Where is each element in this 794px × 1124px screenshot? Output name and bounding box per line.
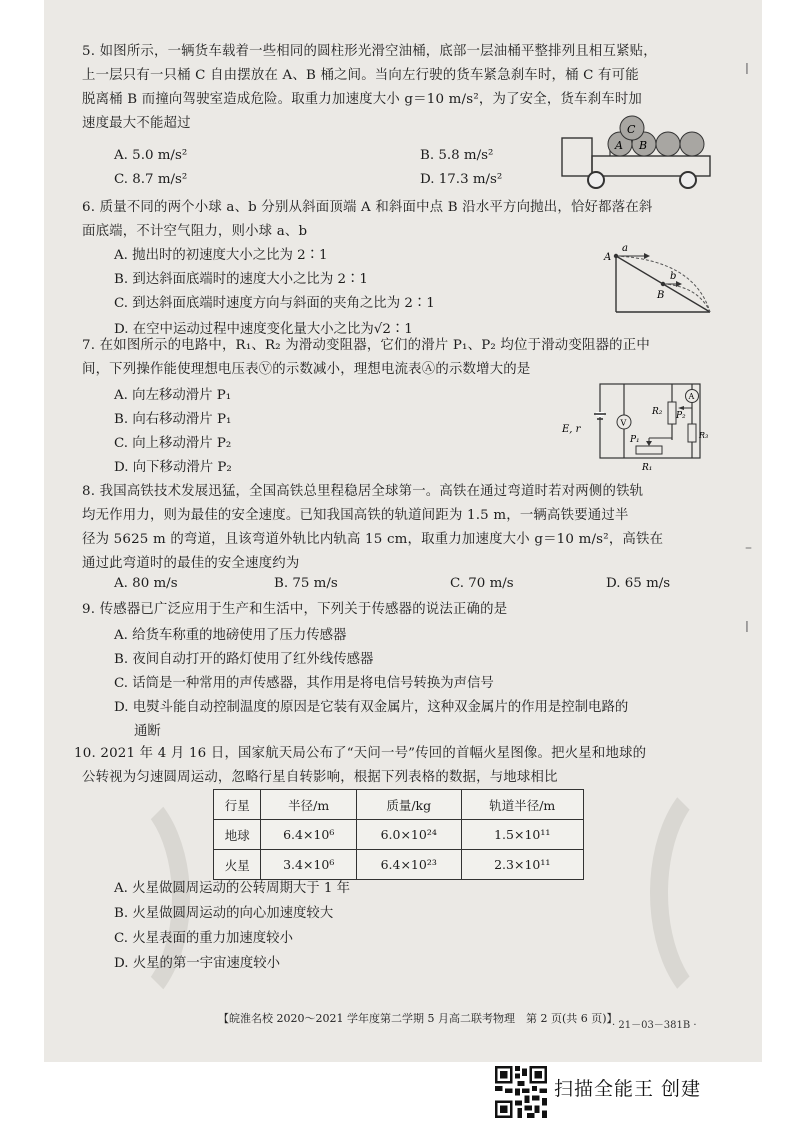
- q5-option-d: D. 17.3 m/s²: [420, 172, 503, 187]
- circuit-figure: [560, 378, 720, 476]
- q8-line-1: 8. 我国高铁技术发展迅猛，全国高铁总里程稳居全球第一。高铁在通过弯道时若对两侧的铁轨: [82, 484, 644, 499]
- q8-option-a: A. 80 m/s: [114, 576, 178, 591]
- question-7: [82, 334, 722, 382]
- q7-option-a: A. 向左移动滑片 P₁: [114, 388, 232, 403]
- q7-option-d: D. 向下移动滑片 P₂: [114, 460, 232, 475]
- q8-option-d: D. 65 m/s: [606, 576, 671, 591]
- q6-option-b: B. 到达斜面底端时的速度大小之比为 2∶1: [114, 272, 368, 287]
- q8-option-b: B. 75 m/s: [274, 576, 338, 591]
- q5-option-c: C. 8.7 m/s²: [114, 172, 188, 187]
- q8-line-4: 通过此弯道时的最佳的安全速度约为: [82, 556, 300, 571]
- question-6: [82, 196, 722, 244]
- question-10: [74, 742, 714, 790]
- q10-option-c: C. 火星表面的重力加速度较小: [114, 931, 293, 946]
- truck-label-a: A: [615, 139, 623, 152]
- scanner-watermark: 扫描全能王 创建: [554, 1078, 702, 1100]
- q7-option-c: C. 向上移动滑片 P₂: [114, 436, 232, 451]
- page-footer: 【皖淮名校 2020～2021 学年度第二学期 5 月高二联考物理 第 2 页(共 6 页)】: [218, 1012, 618, 1025]
- table-row: [214, 850, 584, 880]
- q10-option-d: D. 火星的第一宇宙速度较小: [114, 956, 281, 971]
- truck-label-c: C: [627, 123, 636, 136]
- q9-line-1: 9. 传感器已广泛应用于生产和生活中，下列关于传感器的说法正确的是: [82, 602, 508, 617]
- circuit-label-r2: R₂: [652, 407, 663, 417]
- q8-line-3: 径为 5625 m 的弯道，且该弯道外轨比内轨高 15 cm，取重力加速度大小 g＝10 m/s²，高铁在: [82, 532, 664, 547]
- circuit-label-a: A: [688, 392, 695, 401]
- q6-line-1: 6. 质量不同的两个小球 a、b 分别从斜面顶端 A 和斜面中点 B 沿水平方向抛出，恰好都落在斜: [82, 200, 653, 215]
- slope-label-B: B: [657, 290, 665, 301]
- table-row: [214, 820, 584, 850]
- q5-option-a: A. 5.0 m/s²: [114, 148, 188, 163]
- table-header-cell: 轨道半径/m: [461, 790, 584, 820]
- table-cell: 6.4×10²³: [356, 850, 461, 880]
- q5-option-b: B. 5.8 m/s²: [420, 148, 494, 163]
- circuit-label-p2: P₂: [676, 411, 686, 421]
- circuit-label-r1: R₁: [642, 463, 653, 473]
- q6-option-d: D. 在空中运动过程中速度变化量大小之比为√2∶1: [114, 322, 413, 337]
- slope-label-b: b: [670, 271, 677, 282]
- q6-line-2: 面底端，不计空气阻力，则小球 a、b: [82, 224, 308, 239]
- q9-option-d-line-2: 通断: [134, 724, 161, 739]
- circuit-label-r3: R₃: [699, 431, 709, 440]
- circuit-label-p1: P₁: [630, 435, 640, 445]
- table-cell: 3.4×10⁶: [261, 850, 356, 880]
- q6-option-c: C. 到达斜面底端时速度方向与斜面的夹角之比为 2∶1: [114, 296, 435, 311]
- q6-option-a: A. 抛出时的初速度大小之比为 2∶1: [114, 248, 328, 263]
- q7-line-2: 间，下列操作能使理想电压表Ⓥ的示数减小，理想电流表Ⓐ的示数增大的是: [82, 362, 531, 377]
- planet-data-table: [213, 789, 584, 880]
- q8-line-2: 均无作用力，则为最佳的安全速度。已知我国高铁的轨道间距为 1.5 m，一辆高铁要通过半: [82, 508, 629, 523]
- table-header-row: [214, 790, 584, 820]
- q5-line-3: 脱离桶 B 而撞向驾驶室造成危险。取重力加速度大小 g＝10 m/s²，为了安全，货车刹车时加: [82, 92, 642, 107]
- q9-option-c: C. 话筒是一种常用的声传感器，其作用是将电信号转换为声信号: [114, 676, 494, 691]
- question-8: [82, 480, 722, 576]
- edge-mark-1: l: [745, 62, 749, 78]
- q9-option-a: A. 给货车称重的地磅使用了压力传感器: [114, 628, 347, 643]
- table-header-cell: 行星: [214, 790, 261, 820]
- circuit-label-er: E, r: [562, 424, 581, 435]
- edge-mark-2: l: [745, 620, 749, 636]
- table-cell: 2.3×10¹¹: [461, 850, 584, 880]
- table-header-cell: 质量/kg: [356, 790, 461, 820]
- q7-line-1: 7. 在如图所示的电路中，R₁、R₂ 为滑动变阻器，它们的滑片 P₁、P₂ 均位于滑动变阻器的正中: [82, 338, 650, 353]
- q10-option-b: B. 火星做圆周运动的向心加速度较大: [114, 906, 334, 921]
- circuit-label-v: V: [620, 418, 627, 428]
- q7-option-b: B. 向右移动滑片 P₁: [114, 412, 232, 427]
- q10-line-2: 公转视为匀速圆周运动，忽略行星自转影响，根据下列表格的数据，与地球相比: [82, 770, 558, 785]
- table-cell: 6.0×10²⁴: [356, 820, 461, 850]
- q5-line-1: 5. 如图所示，一辆货车载着一些相同的圆柱形光滑空油桶，底部一层油桶平整排列且相互紧贴，: [82, 44, 657, 59]
- truck-figure: [556, 110, 716, 192]
- edge-mark-3: –: [745, 540, 752, 556]
- page-code: · 21－03－381B ·: [612, 1020, 697, 1031]
- table-cell: 1.5×10¹¹: [461, 820, 584, 850]
- slope-label-A: A: [604, 252, 612, 263]
- table-header-cell: 半径/m: [261, 790, 356, 820]
- question-9: [82, 598, 722, 622]
- watermark-arc-left: [44, 780, 190, 1016]
- truck-label-b: B: [639, 139, 648, 152]
- q9-option-b: B. 夜间自动打开的路灯使用了红外线传感器: [114, 652, 374, 667]
- q10-line-1: 10. 2021 年 4 月 16 日，国家航天局公布了“天问一号”传回的首幅火星图像。把火星和地球的: [74, 746, 647, 761]
- q5-line-2: 上一层只有一只桶 C 自由摆放在 A、B 桶之间。当向左行驶的货车紧急刹车时，桶 C 有可能: [82, 68, 639, 83]
- q9-option-d-line-1: D. 电熨斗能自动控制温度的原因是它装有双金属片，这种双金属片的作用是控制电路的: [114, 700, 629, 715]
- watermark-arc-right: [650, 770, 794, 1016]
- q10-option-a: A. 火星做圆周运动的公转周期大于 1 年: [114, 881, 351, 896]
- q5-line-4: 速度最大不能超过: [82, 116, 191, 131]
- table-cell: 地球: [214, 820, 261, 850]
- slope-figure: [594, 242, 714, 316]
- qr-code-icon: [495, 1066, 547, 1118]
- q8-option-c: C. 70 m/s: [450, 576, 514, 591]
- slope-label-a: a: [622, 243, 628, 254]
- table-cell: 6.4×10⁶: [261, 820, 356, 850]
- table-cell: 火星: [214, 850, 261, 880]
